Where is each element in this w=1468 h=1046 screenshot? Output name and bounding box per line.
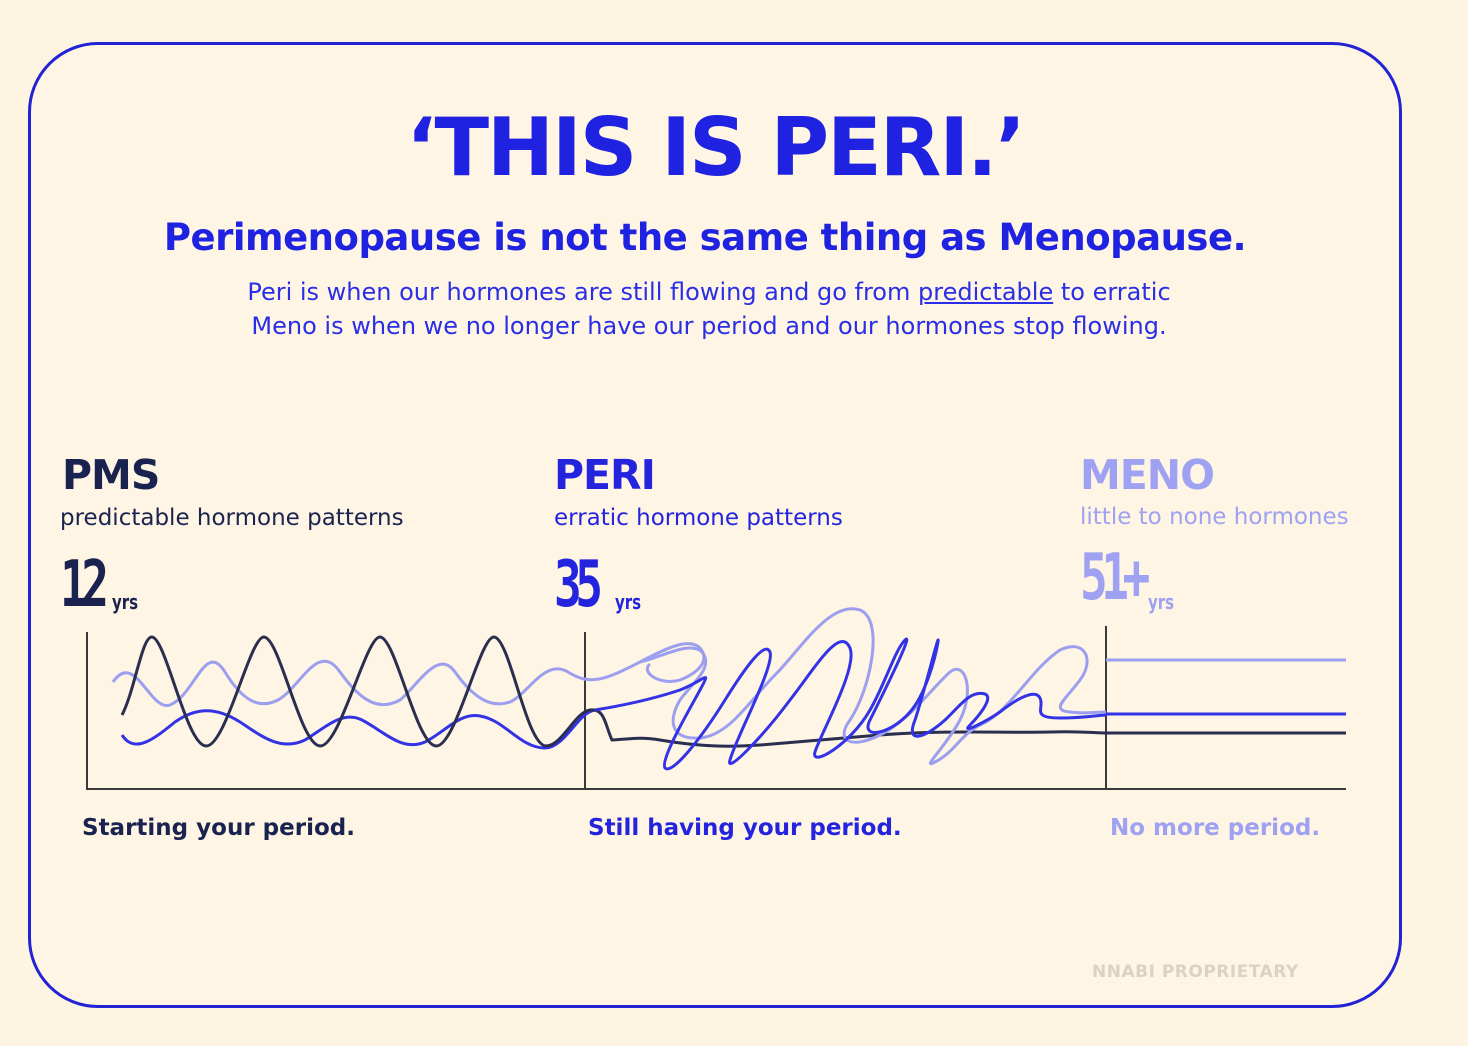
page-title: ‘THIS IS PERI.’ (406, 101, 1024, 194)
age-unit-peri: yrs (615, 590, 642, 614)
caption-meno: No more period. (1110, 815, 1321, 841)
description-line-2: Meno is when we no longer have our period and our hormones stop flowing. (251, 312, 1167, 340)
stage-name-pms: PMS (62, 451, 160, 499)
page-subtitle: Perimenopause is not the same thing as Menopause. (163, 216, 1247, 259)
caption-peri: Still having your period. (588, 815, 902, 841)
hormone-line-blue-pms (122, 710, 595, 748)
stage-name-meno: MENO (1080, 451, 1214, 499)
age-unit-pms: yrs (112, 590, 139, 614)
stage-desc-peri: erratic hormone patterns (554, 505, 843, 531)
hormone-line-dark-pms (122, 637, 1106, 746)
stage-desc-pms: predictable hormone patterns (60, 505, 404, 531)
stage-name-peri: PERI (554, 451, 655, 499)
age-unit-meno: yrs (1148, 590, 1175, 614)
description-underlined: predictable (918, 278, 1054, 306)
hormone-line-light-peri (640, 609, 1106, 764)
caption-pms: Starting your period. (82, 815, 355, 841)
age-pms: 12 (60, 548, 103, 622)
age-peri: 35 (554, 548, 597, 622)
hormone-line-blue-peri (595, 639, 1106, 769)
proprietary-watermark: NNABI PROPRIETARY (1092, 962, 1299, 982)
stage-desc-meno: little to none hormones (1080, 504, 1349, 530)
description-text-end: to erratic (1053, 278, 1171, 306)
description-text: Peri is when our hormones are still flowing and go from (247, 278, 918, 306)
age-meno: 51+ (1080, 541, 1144, 615)
